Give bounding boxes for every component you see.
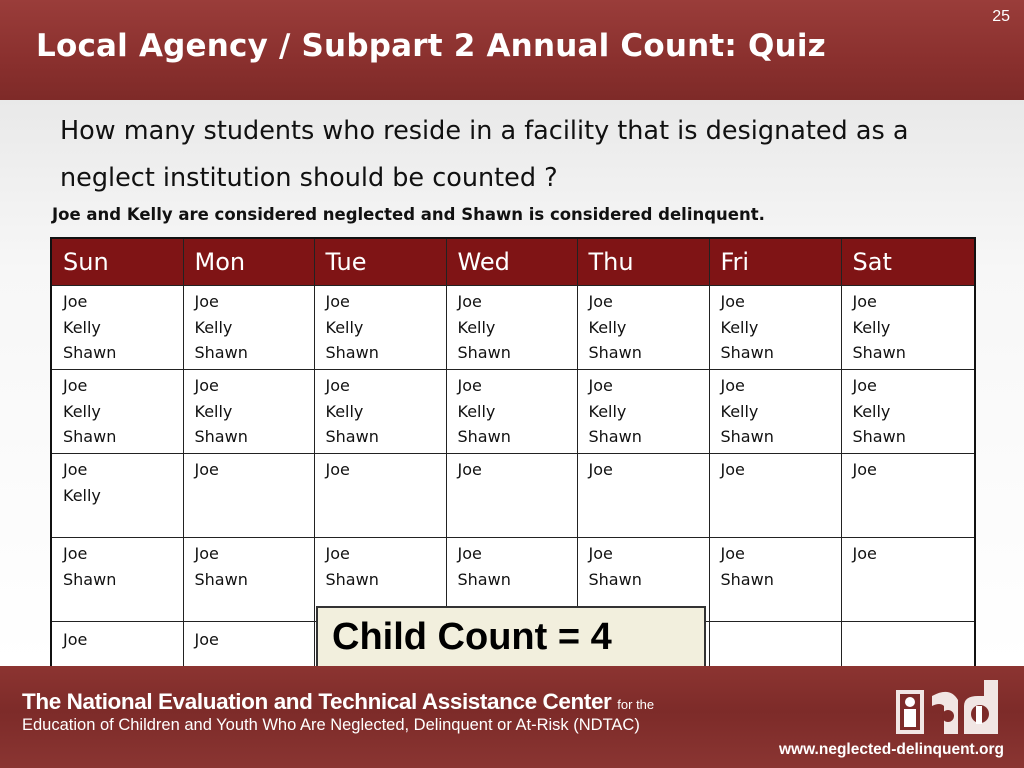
student-name: Joe	[852, 292, 877, 311]
student-name: Joe	[325, 544, 350, 563]
student-name: Shawn	[325, 427, 379, 446]
cell-thu	[577, 454, 709, 538]
header-tue: Tue	[314, 238, 446, 286]
cell-mon	[183, 286, 314, 370]
footer-org-name	[22, 689, 654, 715]
student-name: Shawn	[852, 427, 906, 446]
header-wed: Wed	[446, 238, 577, 286]
student-name: Joe	[588, 376, 613, 395]
ndtac-logo-icon	[892, 676, 1004, 738]
student-name: Joe	[852, 544, 877, 563]
student-name: Shawn	[457, 427, 511, 446]
cell-fri	[709, 454, 841, 538]
student-name: Shawn	[588, 343, 642, 362]
student-name: Joe	[852, 460, 877, 479]
student-name: Shawn	[720, 569, 774, 589]
footer-org-subtitle: Education of Children and Youth Who Are Neglected, Delinquent or At-Risk (NDTAC)	[22, 716, 640, 734]
footer-website-link[interactable]: www.neglected-delinquent.org	[778, 741, 1004, 758]
header-thu: Thu	[577, 238, 709, 286]
page-number: 25	[992, 8, 1010, 25]
cell-sat	[841, 370, 975, 454]
student-name: Shawn	[325, 343, 379, 362]
table-row	[51, 286, 975, 370]
student-name: Shawn	[720, 427, 774, 446]
student-name: Shawn	[457, 343, 511, 362]
student-name: Joe	[588, 544, 613, 563]
student-name: Joe	[852, 376, 877, 395]
cell-wed	[446, 370, 577, 454]
student-name: Shawn	[588, 569, 642, 589]
cell-mon	[183, 538, 314, 622]
cell-mon	[183, 370, 314, 454]
cell-thu	[577, 286, 709, 370]
cell-sat	[841, 286, 975, 370]
slide-title: Local Agency / Subpart 2 Annual Count: Quiz	[36, 28, 826, 64]
student-name: Kelly	[588, 317, 627, 337]
student-name: Kelly	[63, 485, 101, 505]
header-sun: Sun	[51, 238, 183, 286]
student-name: Joe	[720, 544, 745, 563]
student-name: Joe	[194, 630, 219, 649]
student-name: Kelly	[588, 401, 627, 421]
student-name: Joe	[63, 292, 88, 311]
header-fri: Fri	[709, 238, 841, 286]
student-name: Kelly	[457, 317, 496, 337]
cell-fri	[709, 370, 841, 454]
cell-sun	[51, 538, 183, 622]
cell-sun	[51, 370, 183, 454]
student-name: Kelly	[852, 317, 891, 337]
student-name: Kelly	[852, 401, 891, 421]
student-name: Joe	[194, 292, 219, 311]
student-name: Joe	[325, 460, 350, 479]
cell-thu	[577, 370, 709, 454]
header-mon: Mon	[183, 238, 314, 286]
student-name: Kelly	[325, 317, 364, 337]
student-name: Shawn	[325, 569, 379, 589]
student-name: Kelly	[63, 317, 101, 337]
student-name: Shawn	[63, 569, 117, 589]
cell-sat	[841, 454, 975, 538]
student-name: Joe	[63, 460, 88, 479]
student-name: Kelly	[63, 401, 101, 421]
child-count-text: Child Count = 4	[332, 615, 612, 658]
student-name: Kelly	[325, 401, 364, 421]
student-name: Joe	[325, 376, 350, 395]
student-name: Shawn	[194, 569, 248, 589]
table-row	[51, 454, 975, 538]
student-name: Joe	[720, 460, 745, 479]
student-name: Joe	[194, 376, 219, 395]
student-name: Shawn	[194, 427, 248, 446]
footer-org-main: The National Evaluation and Technical Assistance Center	[22, 689, 612, 714]
cell-mon	[183, 454, 314, 538]
cell-wed	[446, 286, 577, 370]
title-bar	[0, 0, 1024, 100]
quiz-note: Joe and Kelly are considered neglected and Shawn is considered delinquent.	[52, 205, 765, 224]
student-name: Joe	[63, 376, 88, 395]
student-name: Joe	[588, 292, 613, 311]
student-name: Shawn	[457, 569, 511, 589]
table-header-row	[51, 238, 975, 286]
student-name: Shawn	[63, 343, 117, 362]
student-name: Kelly	[457, 401, 496, 421]
student-name: Joe	[457, 544, 482, 563]
student-name: Joe	[63, 630, 88, 649]
student-name: Shawn	[852, 343, 906, 362]
table-row	[51, 370, 975, 454]
student-name: Shawn	[63, 427, 117, 446]
quiz-question: How many students who reside in a facility that is designated as a neglect institution should be counted ?	[60, 116, 909, 193]
header-sat: Sat	[841, 238, 975, 286]
cell-tue	[314, 454, 446, 538]
student-name: Joe	[63, 544, 88, 563]
student-name: Kelly	[194, 317, 233, 337]
cell-tue	[314, 370, 446, 454]
student-name: Kelly	[194, 401, 233, 421]
student-name: Shawn	[720, 343, 774, 362]
student-name: Joe	[194, 460, 219, 479]
cell-sun	[51, 286, 183, 370]
student-name: Joe	[588, 460, 613, 479]
student-name: Joe	[457, 376, 482, 395]
child-count-answer-box	[316, 606, 706, 668]
student-name: Shawn	[588, 427, 642, 446]
student-name: Joe	[457, 292, 482, 311]
student-name: Joe	[325, 292, 350, 311]
cell-wed	[446, 454, 577, 538]
student-name: Joe	[720, 292, 745, 311]
cell-fri	[709, 286, 841, 370]
student-name: Kelly	[720, 317, 759, 337]
student-name: Joe	[720, 376, 745, 395]
student-name: Shawn	[194, 343, 248, 362]
cell-sat	[841, 538, 975, 622]
cell-tue	[314, 286, 446, 370]
footer-org-suffix: for the	[617, 697, 655, 712]
student-name: Kelly	[720, 401, 759, 421]
cell-fri	[709, 538, 841, 622]
student-name: Joe	[194, 544, 219, 563]
student-name: Joe	[457, 460, 482, 479]
cell-sun	[51, 454, 183, 538]
